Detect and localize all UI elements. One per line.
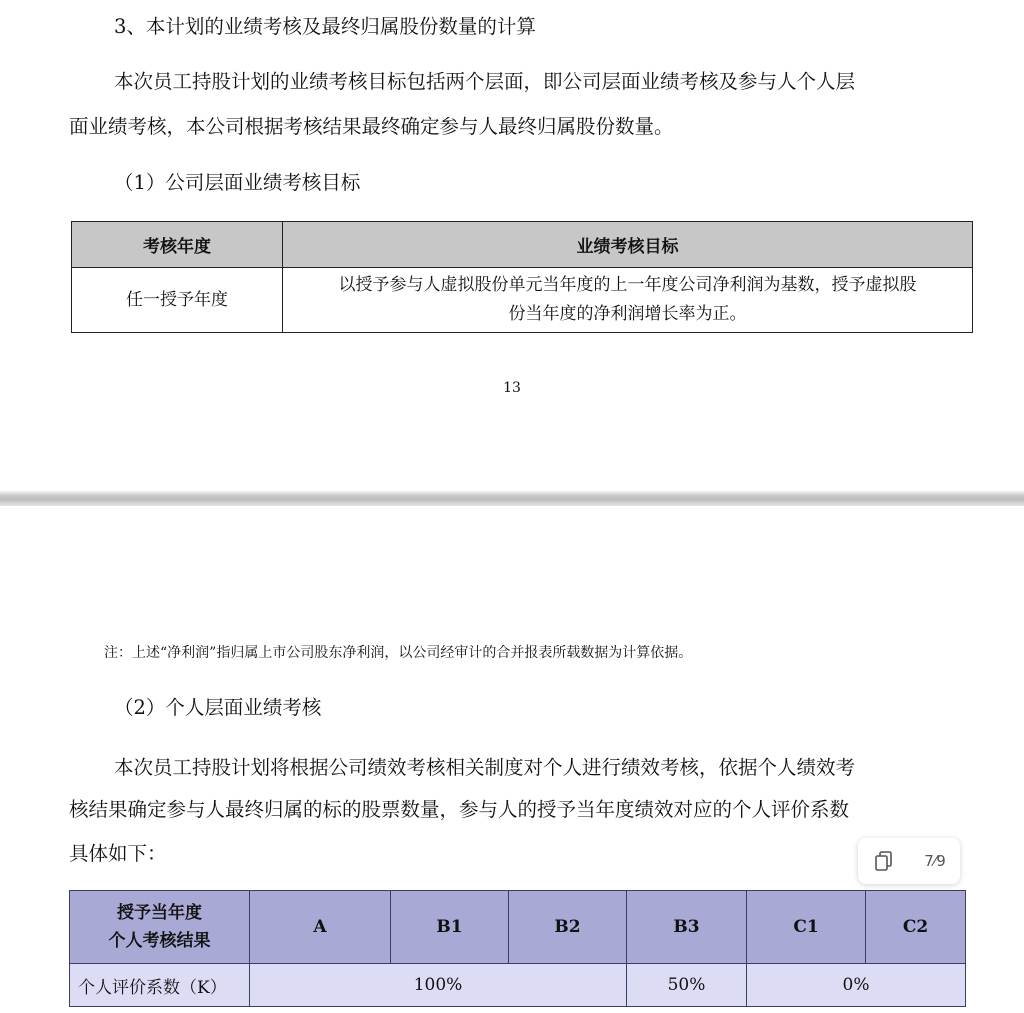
paragraph-line: 面业绩考核，本公司根据考核结果最终确定参与人最终归属股份数量。: [69, 115, 674, 138]
target-text-line: 份当年度的净利润增长率为正。: [508, 304, 747, 324]
table-row: [70, 964, 966, 1007]
note-text: 注：上述“净利润”指归属上市公司股东净利润，以公司经审计的合并报表所载数据为计算依据。: [104, 645, 693, 661]
page-number: 13: [503, 380, 521, 396]
page-separator: [0, 490, 1024, 506]
copy-icon[interactable]: [872, 848, 896, 874]
grade-header-b2: B2: [509, 891, 627, 964]
floating-toolbar: [858, 838, 960, 884]
coefficient-value: 0%: [747, 964, 966, 1007]
grade-header-b3: B3: [627, 891, 747, 964]
subheading: （2）个人层面业绩考核: [114, 696, 322, 719]
section-heading: 3、本计划的业绩考核及最终归属股份数量的计算: [114, 15, 536, 38]
table-row: [72, 268, 973, 333]
grade-header-b1: B1: [391, 891, 509, 964]
target-text-line: 以授予参与人虚拟股份单元当年度的上一年度公司净利润为基数，授予虚拟股: [338, 275, 917, 295]
grade-header-c1: C1: [747, 891, 866, 964]
document-page-13: [0, 0, 1024, 490]
paragraph-line: 具体如下：: [69, 842, 167, 865]
grade-header-c2: C2: [866, 891, 966, 964]
header-text-line: 授予当年度: [117, 903, 202, 923]
header-text-line: 个人考核结果: [108, 931, 211, 951]
coefficient-value: 50%: [627, 964, 747, 1007]
table-header: 业绩考核目标: [283, 222, 973, 268]
paragraph-line: 核结果确定参与人最终归属的标的股票数量，参与人的授予当年度绩效对应的个人评价系数: [69, 798, 850, 821]
grade-header-a: A: [250, 891, 391, 964]
table-cell-year: 任一授予年度: [72, 268, 283, 333]
coefficient-value: 100%: [250, 964, 627, 1007]
company-target-table: [71, 221, 973, 333]
page-indicator[interactable]: 7⁄9: [924, 852, 946, 870]
table-header: 考核年度: [72, 222, 283, 268]
paragraph-line: 本次员工持股计划的业绩考核目标包括两个层面，即公司层面业绩考核及参与人个人层: [114, 70, 856, 93]
subheading: （1）公司层面业绩考核目标: [114, 171, 361, 194]
paragraph-line: 本次员工持股计划将根据公司绩效考核相关制度对个人进行绩效考核，依据个人绩效考: [114, 756, 856, 779]
personal-coefficient-table: [69, 890, 966, 1007]
table-cell-target: [283, 268, 973, 333]
document-page-14: [0, 506, 1024, 1013]
row-label: 个人评价系数（K）: [70, 964, 250, 1007]
table-header-result: [70, 891, 250, 964]
